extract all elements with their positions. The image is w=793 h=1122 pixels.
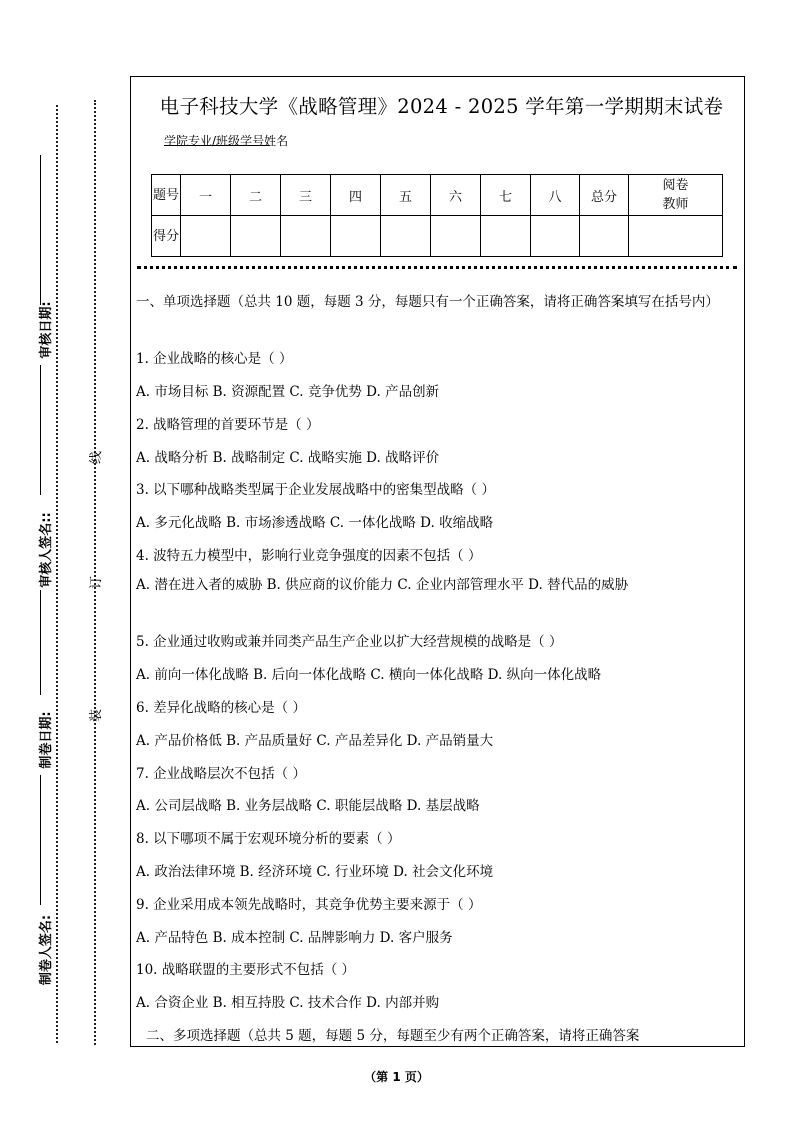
dotted-separator xyxy=(137,266,737,269)
score-cell[interactable] xyxy=(381,216,431,257)
question-6-options: A. 产品价格低 B. 产品质量好 C. 产品差异化 D. 产品销量大 xyxy=(136,733,494,749)
question-6: 6. 差异化战略的核心是（ ） xyxy=(136,700,306,716)
binding-dotted-line-left xyxy=(56,105,58,1043)
question-2-options: A. 战略分析 B. 战略制定 C. 战略实施 D. 战略评价 xyxy=(136,450,440,466)
question-7: 7. 企业战略层次不包括（ ） xyxy=(136,766,306,782)
name-field[interactable] xyxy=(164,132,270,146)
question-7-options: A. 公司层战略 B. 业务层战略 C. 职能层战略 D. 基层战略 xyxy=(136,798,480,814)
question-8: 8. 以下哪项不属于宏观环境分析的要素（ ） xyxy=(136,831,401,847)
score-table xyxy=(151,174,723,257)
question-10-options: A. 合资企业 B. 相互持股 C. 技术合作 D. 内部并购 xyxy=(136,995,440,1011)
binding-mark-zhuang: 装 xyxy=(89,708,105,723)
score-cell[interactable] xyxy=(580,216,629,257)
question-9-options: A. 产品特色 B. 成本控制 C. 品牌影响力 D. 客户服务 xyxy=(136,930,453,946)
page-footer: （第 1 页） xyxy=(364,1070,429,1084)
side-underline-4 xyxy=(40,775,41,905)
question-3-options: A. 多元化战略 B. 市场渗透战略 C. 一体化战略 D. 收缩战略 xyxy=(136,515,494,531)
question-4: 4. 波特五力模型中，影响行业竞争强度的因素不包括（ ） xyxy=(136,548,482,564)
student-info-row xyxy=(164,132,288,149)
score-cell[interactable] xyxy=(281,216,331,257)
score-row1-label: 题号 xyxy=(152,175,181,216)
side-underline-top xyxy=(40,155,41,305)
score-col-2: 二 xyxy=(231,175,281,216)
student-id-label: 学号 xyxy=(240,134,265,148)
question-1-options: A. 市场目标 B. 资源配置 C. 竞争优势 D. 产品创新 xyxy=(136,384,440,400)
section2-heading: 二、多项选择题（总共 5 题，每题 5 分，每题至少有两个正确答案，请将正确答案 xyxy=(146,1028,640,1044)
question-5-options: A. 前向一体化战略 B. 后向一体化战略 C. 横向一体化战略 D. 纵向一体化战略 xyxy=(136,667,602,683)
score-col-5: 五 xyxy=(381,175,431,216)
binding-mark-line: 线 xyxy=(89,450,105,465)
score-cell[interactable] xyxy=(181,216,231,257)
binding-dotted-line-right xyxy=(94,100,96,1045)
score-cell[interactable] xyxy=(531,216,580,257)
score-col-6: 六 xyxy=(431,175,481,216)
score-col-3: 三 xyxy=(281,175,331,216)
question-3: 3. 以下哪种战略类型属于企业发展战略中的密集型战略（ ） xyxy=(136,482,495,498)
reviewer-label: 阅卷教师 xyxy=(662,178,689,212)
score-cell[interactable] xyxy=(231,216,281,257)
score-col-total: 总分 xyxy=(580,175,629,216)
question-5: 5. 企业通过收购或兼并同类产品生产企业以扩大经营规模的战略是（ ） xyxy=(136,634,563,650)
score-table-score-row xyxy=(152,216,723,257)
question-4-options: A. 潜在进入者的威胁 B. 供应商的议价能力 C. 企业内部管理水平 D. 替代品的威胁 xyxy=(136,577,629,593)
question-2: 2. 战略管理的首要环节是（ ） xyxy=(136,417,320,433)
binding-mark-ding: 订 xyxy=(89,575,105,590)
name-label: 姓名 xyxy=(264,134,289,148)
side-underline-2 xyxy=(40,365,41,495)
exam-frame xyxy=(130,76,745,1047)
score-col-8: 八 xyxy=(531,175,580,216)
question-10: 10. 战略联盟的主要形式不包括（ ） xyxy=(136,962,356,978)
score-cell[interactable] xyxy=(431,216,481,257)
question-1: 1. 企业战略的核心是（ ） xyxy=(136,351,293,367)
score-row2-label: 得分 xyxy=(152,216,181,257)
score-cell[interactable] xyxy=(481,216,531,257)
section1-heading: 一、单项选择题（总共 10 题，每题 3 分，每题只有一个正确答案，请将正确答案填写在括号内） xyxy=(136,294,719,310)
score-col-reviewer xyxy=(629,175,723,216)
score-col-1: 一 xyxy=(181,175,231,216)
college-label: 学院 xyxy=(164,134,189,148)
score-table-header-row xyxy=(152,175,723,216)
score-cell[interactable] xyxy=(331,216,381,257)
question-9: 9. 企业采用成本领先战略时，其竞争优势主要来源于（ ） xyxy=(136,897,482,913)
exam-title: 电子科技大学《战略管理》2024 - 2025 学年第一学期期末试卷 xyxy=(159,95,724,118)
score-cell[interactable] xyxy=(629,216,723,257)
side-underline-3 xyxy=(40,590,41,695)
major-class-label: 专业/班级 xyxy=(188,134,241,148)
score-col-7: 七 xyxy=(481,175,531,216)
question-8-options: A. 政治法律环境 B. 经济环境 C. 行业环境 D. 社会文化环境 xyxy=(136,864,494,880)
score-col-4: 四 xyxy=(331,175,381,216)
